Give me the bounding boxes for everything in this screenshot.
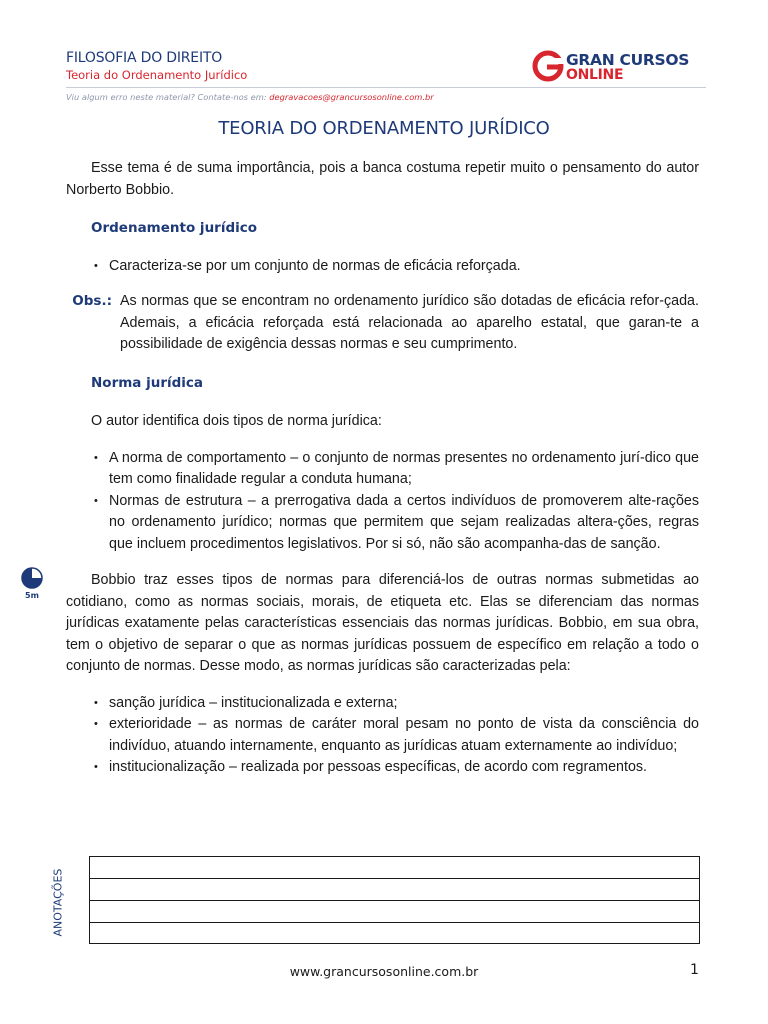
obs-text: As normas que se encontram no ordenamento jurídico são dotadas de eficácia refor-çada. Ademais, a eficácia reforçada está relacionada ao aparelho estatal, que garan-te a possibilidade de exigência dessas normas e seu cumprimento. [120,293,699,352]
page-number: 1 [690,962,699,978]
gran-cursos-logo [532,50,708,86]
list-item: • Normas de estrutura – a prerrogativa dada a certos indivíduos de promoverem alte-rações no ordenamento jurídico; normas que permitem que sejam realizadas altera-ções, regras que incluem procedimentos legislativos. Por si só, não são acompanha-das de sanção. [94,491,699,556]
section-heading-ordenamento: Ordenamento jurídico [91,220,258,236]
characteristics-list [94,693,699,779]
g-logo-icon [532,50,564,82]
list-item: • exterioridade – as normas de caráter moral pesam no ponto de vista da consciência do indivíduo, atuando internamente, enquanto as jurídicas atuam externamente ao indivíduo; [94,714,699,757]
logo-text-online: ONLINE [566,67,624,83]
obs-note [66,291,699,356]
header-divider [66,87,706,88]
contact-text: Viu algum erro neste material? Contate-nos em: [66,92,270,102]
list-item: • Caracteriza-se por um conjunto de normas de eficácia reforçada. [94,256,699,278]
section-heading-norma: Norma jurídica [91,374,204,391]
notes-line[interactable] [90,901,699,923]
obs-label: Obs.: [72,293,112,309]
subject-title: FILOSOFIA DO DIREITO [66,50,223,66]
timer-label: 5m [25,591,39,600]
intro-paragraph: Esse tema é de suma importância, pois a banca costuma repetir muito o pensamento do autor Norberto Bobbio. [66,160,699,198]
norma-types-list [94,448,699,556]
notes-box[interactable] [89,856,700,944]
notes-label: ANOTAÇÕES [51,868,65,937]
contact-line [66,92,434,102]
topic-subtitle: Teoria do Ordenamento Jurídico [66,68,248,82]
list-item: • A norma de comportamento – o conjunto de normas presentes no ordenamento jurí-dico que tem como finalidade regular a conduta humana; [94,448,699,491]
timer-icon [20,566,44,590]
notes-line[interactable] [90,923,699,945]
list-item: • sanção jurídica – institucionalizada e externa; [94,693,699,715]
page-title: TEORIA DO ORDENAMENTO JURÍDICO [218,118,550,139]
section1-bullet-list [94,256,699,278]
contact-email-link[interactable]: degravacoes@grancursosonline.com.br [269,92,434,102]
page-header [66,50,706,90]
norma-lead-paragraph: O autor identifica dois tipos de norma jurídica: [91,413,382,429]
notes-line[interactable] [90,879,699,901]
list-item: • institucionalização – realizada por pessoas específicas, de acordo com regramentos. [94,757,699,779]
footer-url-link[interactable]: www.grancursosonline.com.br [289,964,479,979]
notes-line[interactable] [90,857,699,879]
bobbio-paragraph: Bobbio traz esses tipos de normas para diferenciá-los de outras normas submetidas ao cotidiano, como as normas sociais, morais, de etiqueta etc. Elas se diferenciam das normas jurídicas exatamente pelas características essenciais das normas jurídicas. Bobbio, em sua obra, tem o objetivo de separar o que as normas jurídicas possuem de específico em relação a todo o conjunto de normas. Desse modo, as normas jurídicas são caracterizadas pela: [66,572,699,674]
logo-text-gran-cursos: GRAN CURSOS [566,51,690,69]
main-content [66,158,699,779]
